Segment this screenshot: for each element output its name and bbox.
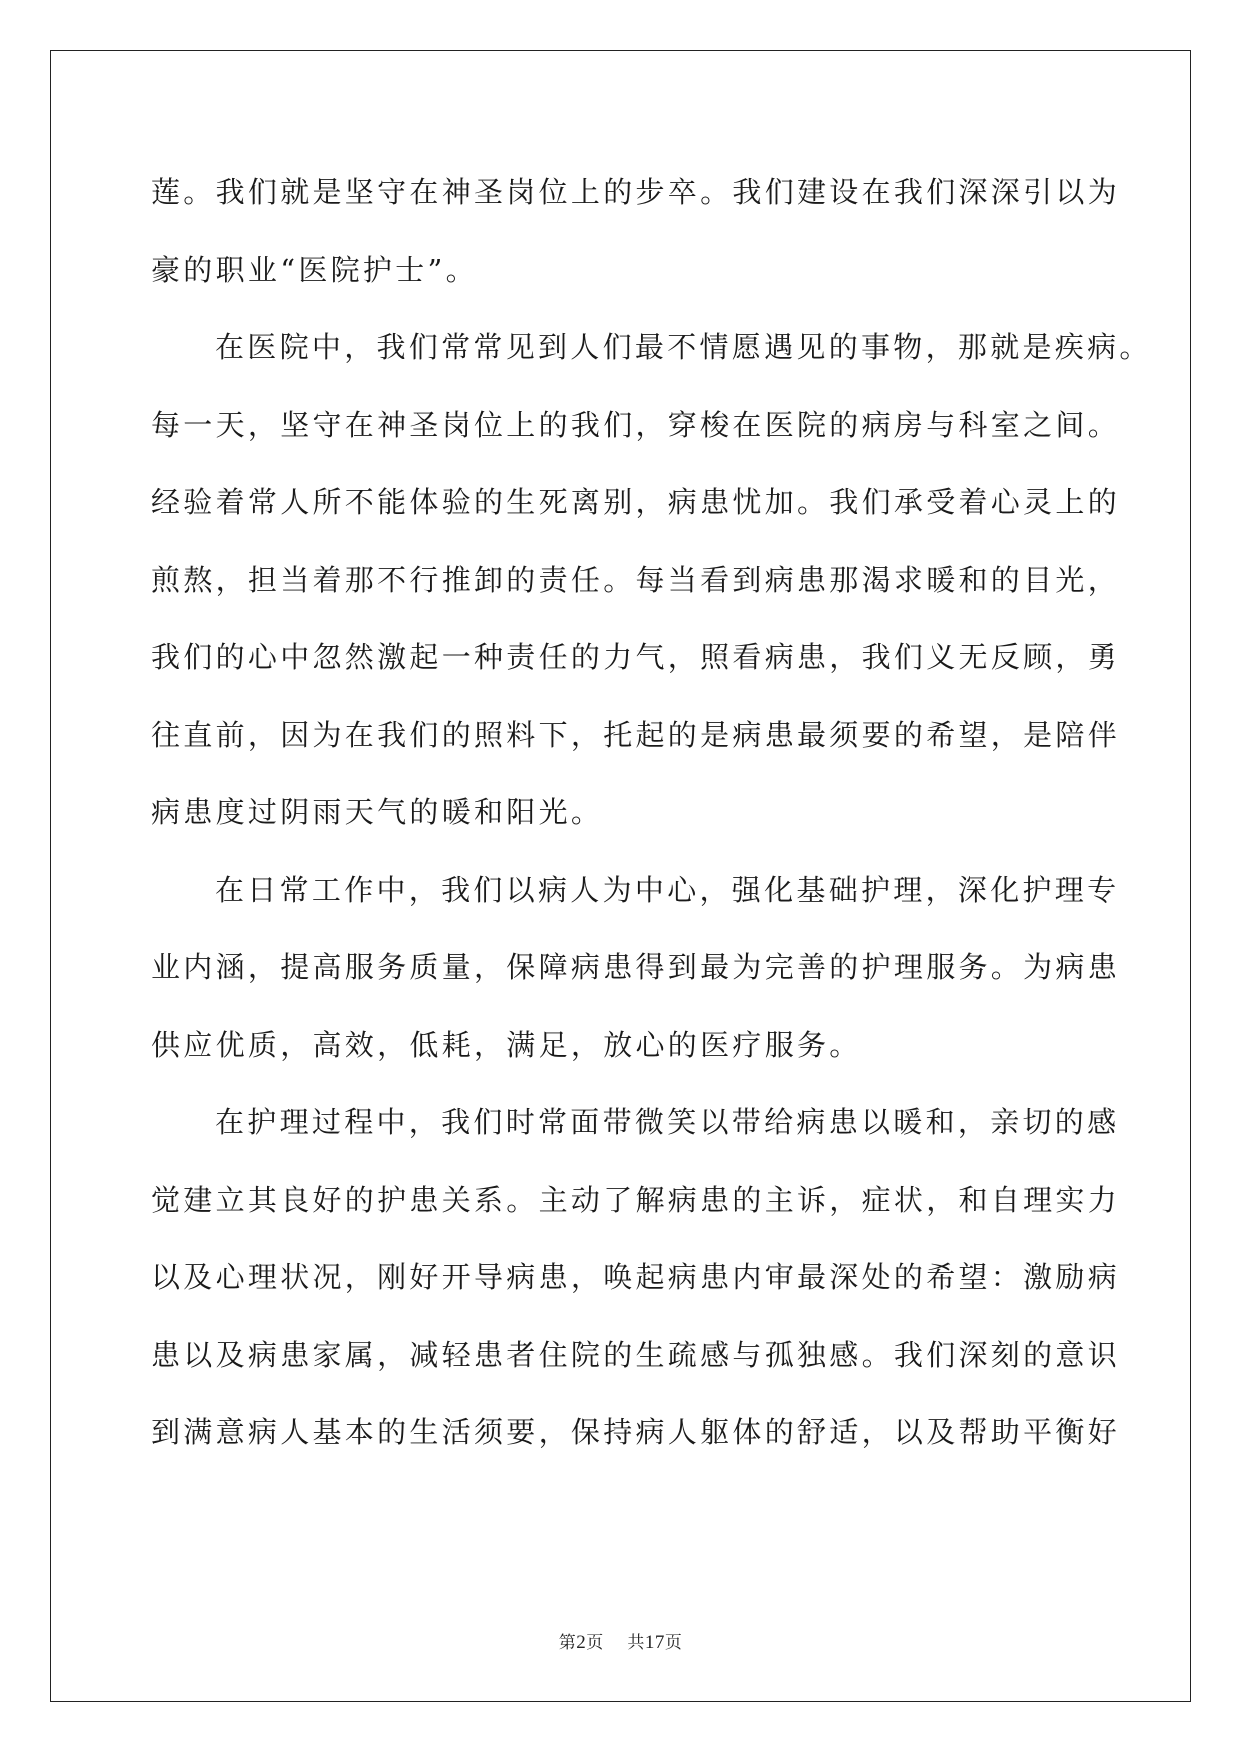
page-suffix: 页 (586, 1633, 604, 1653)
text-line: 觉建立其良好的护患关系。主动了解病患的主诉，症状，和自理实力 (151, 1182, 1121, 1217)
total-pages: 17 (644, 1632, 665, 1653)
text-line: 莲。我们就是坚守在神圣岗位上的步卒。我们建设在我们深深引以为 (151, 175, 1121, 209)
text-line: 患以及病患家属，减轻患者住院的生疏感与孤独感。我们深刻的意识 (151, 1337, 1121, 1372)
page-number: 2 (576, 1632, 587, 1653)
paragraph-start-line: 在日常工作中，我们以病人为中心，强化基础护理，深化护理专 (215, 872, 1120, 907)
paragraph-start-line: 在护理过程中，我们时常面带微笑以带给病患以暖和，亲切的感 (215, 1105, 1120, 1139)
page-prefix: 第 (558, 1633, 577, 1653)
paragraph-start-line: 在医院中，我们常常见到人们最不情愿遇见的事物，那就是疾病。 (215, 330, 1152, 364)
text-line: 以及心理状况，刚好开导病患，唤起病患内审最深处的希望：激励病 (151, 1260, 1121, 1294)
text-line: 我们的心中忽然激起一种责任的力气，照看病患，我们义无反顾，勇 (151, 640, 1121, 674)
text-line: 豪的职业“医院护士”。 (151, 252, 478, 287)
total-prefix: 共 (627, 1633, 645, 1653)
text-line: 煎熬，担当着那不行推卸的责任。每当看到病患那渴求暖和的目光， (151, 562, 1121, 597)
text-line: 往直前，因为在我们的照料下，托起的是病患最须要的希望，是陪伴 (151, 717, 1121, 752)
text-line: 经验着常人所不能体验的生死离别，病患忧加。我们承受着心灵上的 (151, 485, 1121, 519)
text-line: 每一天，坚守在神圣岗位上的我们，穿梭在医院的病房与科室之间。 (151, 407, 1121, 442)
text-line: 供应优质，高效，低耗，满足，放心的医疗服务。 (151, 1027, 862, 1062)
text-line: 病患度过阴雨天气的暖和阳光。 (151, 795, 604, 829)
page-footer (0, 1628, 1241, 1654)
document-body (151, 154, 1152, 1472)
total-suffix: 页 (664, 1633, 683, 1653)
text-line: 到满意病人基本的生活须要，保持病人躯体的舒适，以及帮助平衡好 (151, 1415, 1121, 1449)
text-line: 业内涵，提高服务质量，保障病患得到最为完善的护理服务。为病患 (151, 950, 1121, 984)
